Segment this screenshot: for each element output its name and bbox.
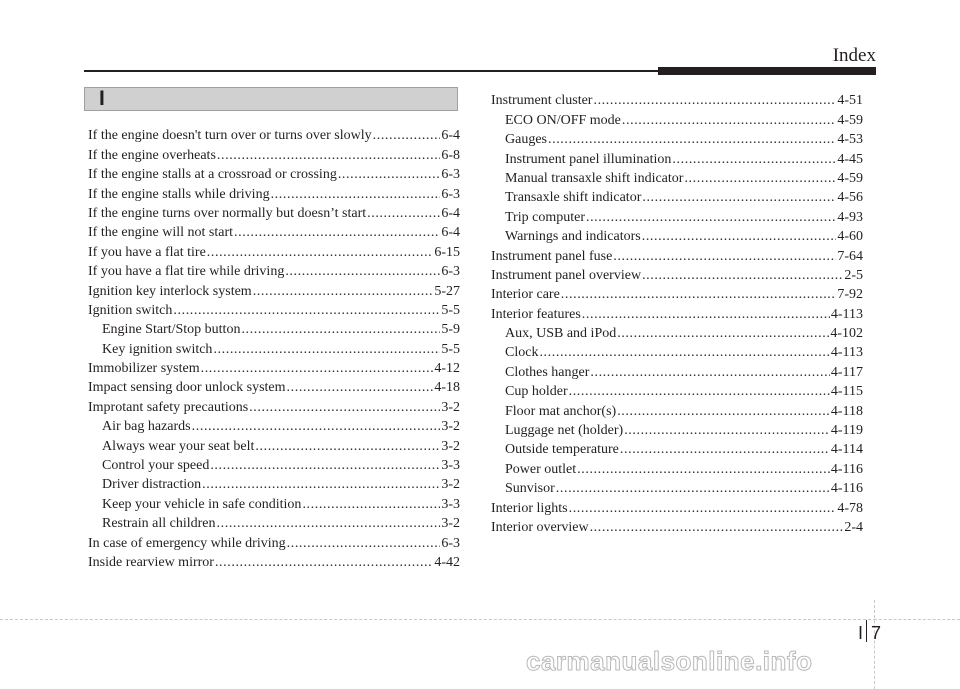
index-entry[interactable] [88, 553, 460, 572]
entry-page-ref: 6-3 [441, 535, 460, 551]
entry-label: If you have a flat tire [88, 244, 206, 260]
entry-page-ref: 5-5 [441, 302, 460, 318]
entry-leader-dots [249, 398, 440, 417]
entry-leader-dots [590, 363, 829, 382]
index-subentry[interactable] [88, 436, 460, 455]
entry-label: Floor mat anchor(s) [505, 403, 617, 419]
entry-page-ref: 4-59 [837, 170, 863, 186]
entry-label: Instrument panel overview [491, 267, 642, 283]
entry-label: Interior features [491, 306, 581, 322]
entry-leader-dots [620, 440, 830, 459]
entry-label: Trip computer [505, 209, 585, 225]
index-subentry[interactable] [491, 343, 863, 362]
entry-page-ref: 6-3 [441, 167, 460, 183]
entry-label: Improtant safety precautions [88, 399, 249, 415]
entry-leader-dots [241, 320, 440, 339]
entry-page-ref: 4-118 [830, 403, 863, 419]
index-entry[interactable] [491, 246, 863, 265]
entry-leader-dots [213, 340, 440, 359]
entry-leader-dots [561, 285, 837, 304]
index-subentry[interactable] [491, 362, 863, 381]
index-subentry[interactable] [88, 475, 460, 494]
entry-label: Cup holder [505, 384, 568, 400]
entry-label: Ignition switch [88, 302, 173, 318]
entry-page-ref: 4-56 [837, 190, 863, 206]
entry-page-ref: 4-45 [837, 151, 863, 167]
index-entry[interactable] [88, 204, 460, 223]
footer-rule-right [874, 619, 960, 620]
entry-page-ref: 3-3 [441, 458, 460, 474]
entry-label: Luggage net (holder) [505, 423, 624, 439]
entry-label: Restrain all children [102, 516, 216, 532]
entry-page-ref: 4-60 [837, 229, 863, 245]
entry-label: Impact sensing door unlock system [88, 380, 286, 396]
entry-page-ref: 4-12 [434, 361, 460, 377]
entry-page-ref: 6-8 [441, 147, 460, 163]
entry-leader-dots [173, 301, 440, 320]
watermark-text: carmanualsonline.info [526, 646, 813, 676]
entry-page-ref: 4-115 [830, 384, 863, 400]
entry-page-ref: 4-116 [830, 461, 863, 477]
index-subentry[interactable] [491, 382, 863, 401]
entry-leader-dots [548, 130, 836, 149]
index-entry[interactable] [88, 281, 460, 300]
entry-label: Instrument panel fuse [491, 248, 613, 264]
section-letter: I [99, 87, 105, 110]
index-column-right [491, 91, 863, 537]
entry-label: Clothes hanger [505, 364, 590, 380]
footer-page-separator [866, 620, 867, 642]
index-subentry[interactable] [491, 440, 863, 459]
entry-label: Keep your vehicle in safe condition [102, 496, 302, 512]
entry-leader-dots [271, 185, 441, 204]
index-entry[interactable] [491, 518, 863, 537]
entry-label: Immobilizer system [88, 361, 200, 377]
entry-page-ref: 2-5 [844, 267, 863, 283]
entry-label: Outside temperature [505, 442, 619, 458]
entry-label: If the engine doesn't turn over or turns over slowly [88, 128, 372, 144]
index-subentry[interactable] [491, 207, 863, 226]
entry-leader-dots [622, 111, 836, 130]
index-entry[interactable] [88, 397, 460, 416]
index-entry[interactable] [88, 165, 460, 184]
entry-page-ref: 3-2 [441, 516, 460, 532]
entry-label: In case of emergency while driving [88, 535, 286, 551]
index-entry[interactable] [88, 126, 460, 145]
entry-leader-dots [593, 91, 836, 110]
entry-leader-dots [302, 495, 440, 514]
header-title: Index [832, 45, 876, 66]
entry-leader-dots [617, 324, 829, 343]
entry-label: Transaxle shift indicator [505, 190, 642, 206]
entry-leader-dots [210, 456, 440, 475]
index-entry[interactable] [491, 285, 863, 304]
entry-page-ref: 4-78 [837, 500, 863, 516]
entry-label: Sunvisor [505, 481, 555, 497]
entry-page-ref: 6-3 [441, 186, 460, 202]
entry-page-ref: 3-2 [441, 438, 460, 454]
footer-section-letter: I [857, 623, 863, 643]
entry-label: Manual transaxle shift indicator [505, 170, 684, 186]
index-entry[interactable] [88, 145, 460, 164]
index-entry[interactable] [88, 378, 460, 397]
entry-page-ref: 3-2 [441, 477, 460, 493]
entry-page-ref: 6-4 [441, 225, 460, 241]
entry-leader-dots [255, 437, 440, 456]
entry-page-ref: 4-114 [830, 442, 863, 458]
entry-label: If the engine stalls at a crossroad or crossing [88, 167, 337, 183]
entry-leader-dots [207, 243, 434, 262]
index-entry[interactable] [88, 184, 460, 203]
index-subentry[interactable] [88, 514, 460, 533]
entry-leader-dots [202, 475, 440, 494]
entry-leader-dots [539, 343, 829, 362]
index-subentry[interactable] [491, 149, 863, 168]
entry-label: If the engine stalls while driving [88, 186, 270, 202]
entry-label: Always wear your seat belt [102, 438, 255, 454]
entry-leader-dots [201, 359, 434, 378]
entry-leader-dots [672, 150, 836, 169]
index-subentry[interactable] [491, 169, 863, 188]
entry-leader-dots [642, 266, 843, 285]
entry-leader-dots [285, 262, 440, 281]
entry-leader-dots [217, 146, 440, 165]
entry-page-ref: 4-113 [830, 306, 863, 322]
entry-label: ECO ON/OFF mode [505, 112, 621, 128]
entry-label: Warnings and indicators [505, 229, 641, 245]
index-subentry[interactable] [491, 479, 863, 498]
index-entry[interactable] [88, 533, 460, 552]
index-column-left [88, 126, 460, 572]
index-subentry[interactable] [491, 401, 863, 420]
entry-leader-dots [586, 208, 836, 227]
entry-page-ref: 5-9 [441, 322, 460, 338]
entry-label: Inside rearview mirror [88, 554, 214, 570]
entry-leader-dots [590, 518, 844, 537]
index-entry[interactable] [88, 223, 460, 242]
entry-label: If you have a flat tire while driving [88, 264, 285, 280]
entry-leader-dots [217, 514, 441, 533]
entry-page-ref: 5-27 [434, 283, 460, 299]
entry-page-ref: 4-116 [830, 481, 863, 497]
index-entry[interactable] [88, 262, 460, 281]
index-subentry[interactable] [491, 110, 863, 129]
index-subentry[interactable] [88, 494, 460, 513]
entry-page-ref: 3-2 [441, 419, 460, 435]
entry-label: Aux, USB and iPod [505, 326, 617, 342]
entry-leader-dots [569, 499, 837, 518]
footer-rule [0, 619, 876, 620]
entry-page-ref: 7-64 [837, 248, 863, 264]
entry-page-ref: 4-53 [837, 132, 863, 148]
entry-page-ref: 6-15 [434, 244, 460, 260]
entry-label: Clock [505, 345, 539, 361]
entry-leader-dots [624, 421, 830, 440]
entry-label: Gauges [505, 132, 547, 148]
entry-leader-dots [642, 188, 836, 207]
entry-leader-dots [253, 282, 434, 301]
entry-page-ref: 6-3 [441, 264, 460, 280]
entry-label: Instrument cluster [491, 93, 593, 109]
index-subentry[interactable] [491, 227, 863, 246]
entry-page-ref: 4-93 [837, 209, 863, 225]
entry-page-ref: 5-5 [441, 341, 460, 357]
index-entry[interactable] [88, 301, 460, 320]
index-subentry[interactable] [491, 421, 863, 440]
entry-page-ref: 4-42 [434, 554, 460, 570]
entry-leader-dots [556, 479, 830, 498]
entry-label: Control your speed [102, 458, 210, 474]
entry-page-ref: 4-51 [837, 93, 863, 109]
entry-page-ref: 4-113 [830, 345, 863, 361]
entry-leader-dots [192, 417, 441, 436]
entry-leader-dots [582, 305, 830, 324]
index-entry[interactable] [491, 266, 863, 285]
entry-label: If the engine overheats [88, 147, 216, 163]
index-entry[interactable] [491, 304, 863, 323]
entry-leader-dots [617, 402, 830, 421]
footer-divider [874, 600, 875, 689]
entry-page-ref: 7-92 [837, 287, 863, 303]
entry-label: Interior lights [491, 500, 568, 516]
index-entry[interactable] [491, 498, 863, 517]
index-entry[interactable] [88, 359, 460, 378]
index-subentry[interactable] [88, 320, 460, 339]
entry-leader-dots [215, 553, 433, 572]
entry-leader-dots [367, 204, 440, 223]
entry-leader-dots [373, 126, 441, 145]
entry-label: Air bag hazards [102, 419, 191, 435]
entry-label: Engine Start/Stop button [102, 322, 241, 338]
entry-label: If the engine turns over normally but doesn’t start [88, 205, 367, 221]
entry-page-ref: 4-59 [837, 112, 863, 128]
entry-leader-dots [287, 534, 441, 553]
entry-leader-dots [684, 169, 836, 188]
index-subentry[interactable] [88, 417, 460, 436]
entry-label: If the engine will not start [88, 225, 234, 241]
entry-leader-dots [287, 378, 434, 397]
entry-label: Key ignition switch [102, 341, 213, 357]
index-subentry[interactable] [491, 130, 863, 149]
entry-page-ref: 6-4 [441, 205, 460, 221]
index-subentry[interactable] [491, 324, 863, 343]
entry-label: Interior overview [491, 519, 589, 535]
entry-leader-dots [577, 460, 830, 479]
index-subentry[interactable] [88, 339, 460, 358]
section-letter-box [84, 87, 458, 111]
entry-leader-dots [338, 165, 441, 184]
entry-leader-dots [613, 247, 836, 266]
entry-leader-dots [234, 223, 440, 242]
entry-page-ref: 2-4 [844, 519, 863, 535]
entry-label: Power outlet [505, 461, 577, 477]
entry-page-ref: 4-117 [830, 364, 863, 380]
entry-label: Driver distraction [102, 477, 202, 493]
entry-page-ref: 6-4 [441, 128, 460, 144]
entry-label: Interior care [491, 287, 560, 303]
entry-page-ref: 4-18 [434, 380, 460, 396]
entry-page-ref: 3-2 [441, 399, 460, 415]
entry-page-ref: 4-119 [830, 423, 863, 439]
entry-leader-dots [642, 227, 837, 246]
footer-page-number: 7 [871, 623, 882, 643]
index-subentry[interactable] [88, 456, 460, 475]
entry-leader-dots [569, 382, 830, 401]
entry-page-ref: 3-3 [441, 496, 460, 512]
index-subentry[interactable] [491, 188, 863, 207]
entry-label: Ignition key interlock system [88, 283, 252, 299]
index-entry[interactable] [88, 242, 460, 261]
entry-page-ref: 4-102 [830, 326, 863, 342]
entry-label: Instrument panel illumination [505, 151, 672, 167]
index-subentry[interactable] [491, 459, 863, 478]
header-accent-bar [658, 67, 876, 75]
index-entry[interactable] [491, 91, 863, 110]
